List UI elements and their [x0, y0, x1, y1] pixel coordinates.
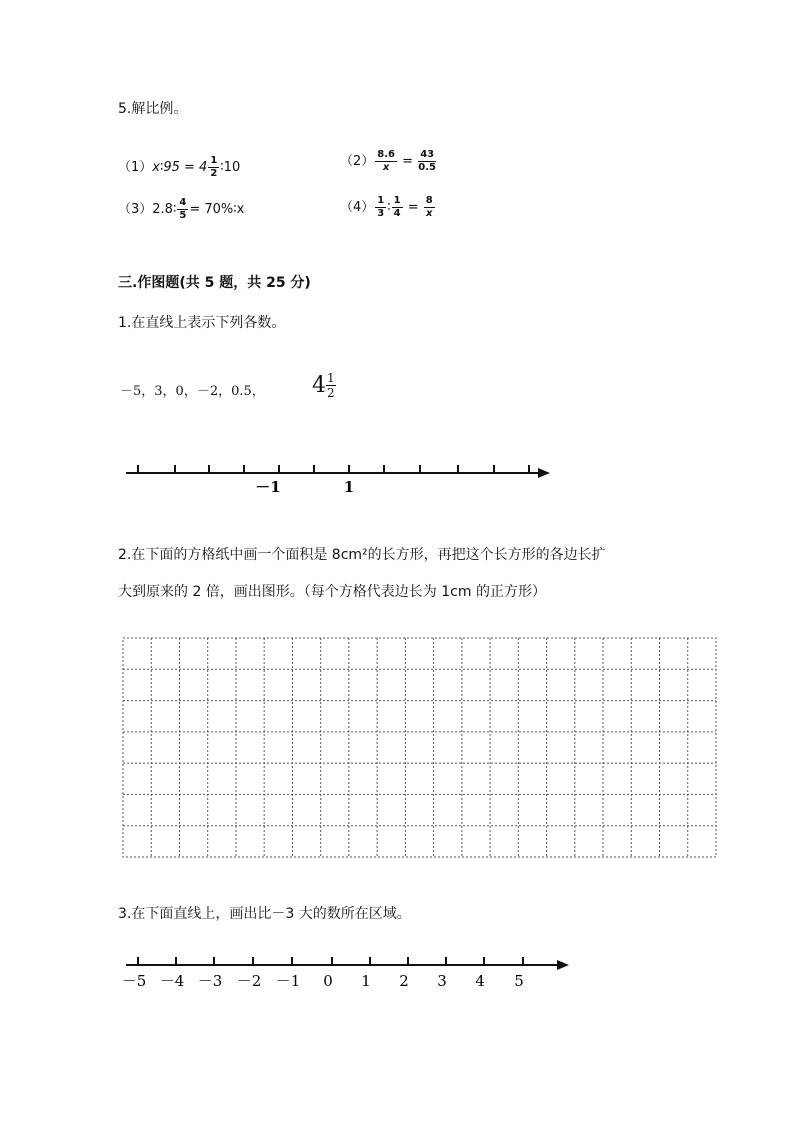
grid-border	[123, 638, 716, 857]
fraction-numerator: 1	[210, 155, 218, 166]
axis-label-1: 1	[343, 478, 355, 496]
fraction-denominator: 2	[327, 386, 335, 400]
equation-rhs: = 70%∶x	[189, 202, 245, 217]
equals-sign: =	[407, 200, 419, 215]
mixed-whole: 4	[312, 373, 326, 398]
section-heading: 三.作图题(共 5 题，共 25 分)	[118, 275, 311, 291]
part-label: （2）	[340, 154, 375, 169]
grid-paper[interactable]	[123, 638, 716, 857]
q5-title: 5.解比例。	[118, 101, 188, 117]
fraction-numerator: 4	[179, 197, 187, 208]
number-line-1[interactable]	[126, 465, 550, 496]
part-label: （4）	[340, 200, 375, 215]
arrow-head-icon	[538, 468, 550, 478]
fraction-numerator: 8	[425, 195, 433, 206]
fraction-numerator: 43	[420, 149, 435, 160]
axis-label-minus-1: －1	[255, 478, 281, 496]
fraction-denominator: 0.5	[418, 162, 436, 173]
axis-label: －4	[159, 972, 185, 990]
equation-lhs: x∶95 = 4	[152, 160, 208, 175]
axis-label: 4	[475, 972, 485, 990]
q1-title: 1.在直线上表示下列各数。	[118, 315, 286, 331]
q1-numbers: －5，3，0，－2，0.5，	[120, 384, 265, 399]
fraction-numerator: 1	[393, 195, 401, 206]
axis-label: 2	[399, 972, 409, 990]
part-label: （1）	[118, 160, 153, 175]
axis-label: 5	[514, 972, 524, 990]
fraction-denominator: 3	[377, 208, 385, 219]
ratio-colon: ∶	[387, 200, 391, 215]
equation-rhs: ∶10	[220, 160, 241, 175]
q3-title: 3.在下面直线上，画出比－3 大的数所在区域。	[118, 906, 411, 922]
fraction-numerator: 1	[327, 371, 335, 385]
fraction-denominator: 2	[210, 168, 218, 179]
axis-label: －3	[197, 972, 223, 990]
number-line-2[interactable]	[122, 957, 569, 990]
fraction-denominator: 5	[179, 210, 187, 221]
axis-label: －2	[236, 972, 262, 990]
axis-label: 1	[361, 972, 371, 990]
q2-text-line2: 大到原来的 2 倍，画出图形。（每个方格代表边长为 1cm 的正方形）	[118, 584, 546, 600]
fraction-numerator: 8.6	[377, 149, 395, 160]
fraction-denominator: x	[382, 162, 390, 173]
axis-label: 3	[437, 972, 447, 990]
part-label: （3）	[118, 202, 153, 217]
fraction-numerator: 1	[377, 195, 385, 206]
equals-sign: =	[402, 154, 414, 169]
axis-label: 0	[323, 972, 333, 990]
equation-lhs: 2.8∶	[152, 202, 177, 217]
arrow-head-icon	[557, 960, 569, 970]
axis-label: －1	[275, 972, 301, 990]
fraction-denominator: x	[426, 208, 433, 219]
axis-label: －5	[121, 972, 147, 990]
fraction-denominator: 4	[393, 208, 401, 219]
q2-text-line1: 2.在下面的方格纸中画一个面积是 8cm²的长方形，再把这个长方形的各边长扩	[118, 547, 606, 563]
